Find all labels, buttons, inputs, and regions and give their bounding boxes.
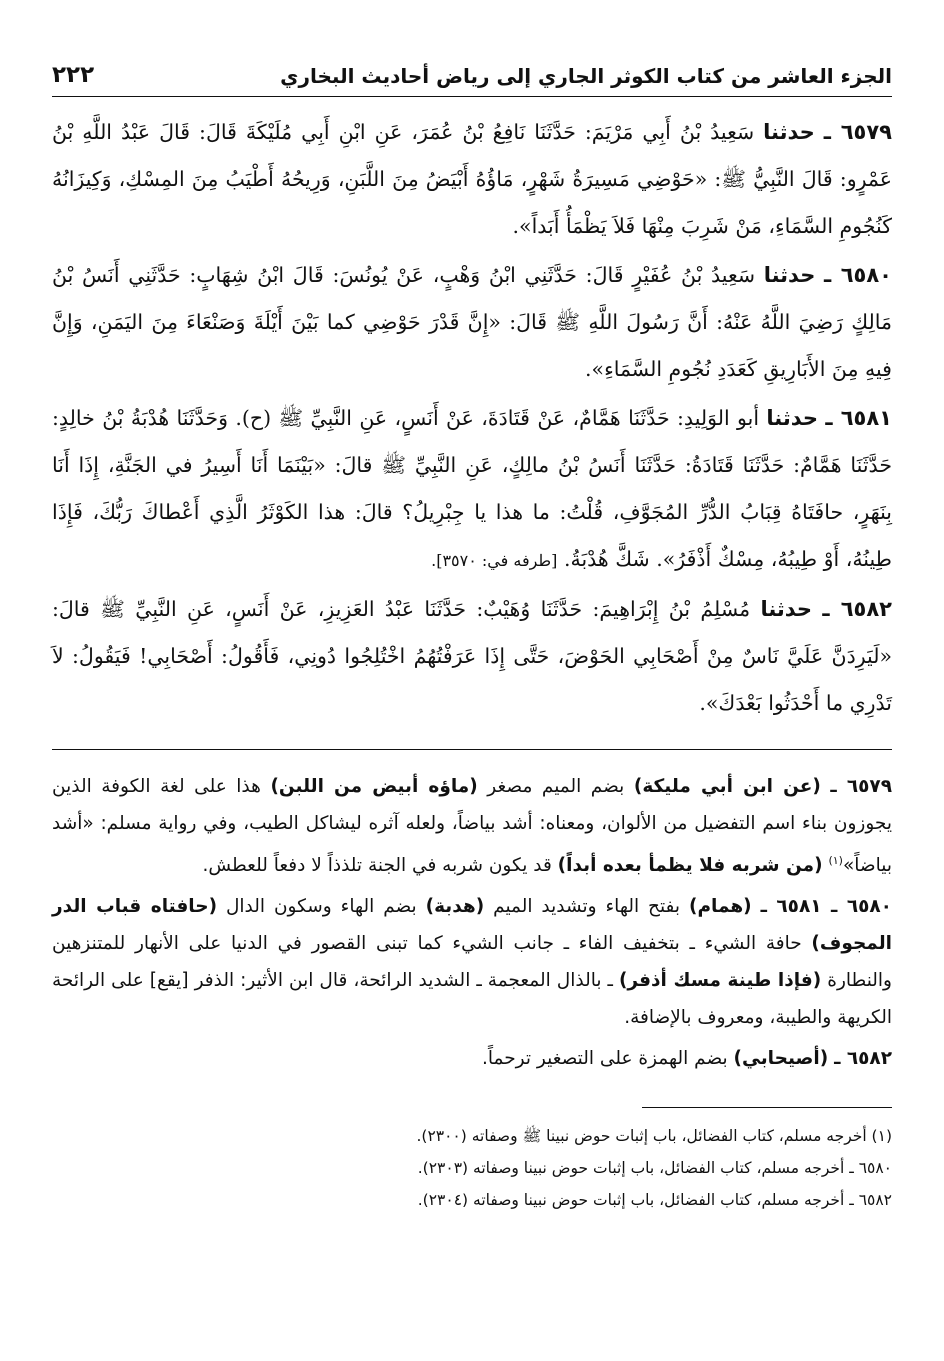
hadith-number: ٦٥٨٢ ـ (822, 597, 892, 621)
hadith-body: مُسْلِمُ بْنُ إِبْرَاهِيمَ: حَدَّثَنَا وُهَيْبٌ: حَدَّثَنَا عَبْدُ العَزِيزِ، عَنْ أَنَسٍ، عَنِ النَّبِيِّ ﷺ قالَ: «لَيَرِدَنَّ عَلَيَّ نَاسٌ مِنْ أَصْحَابِي الحَوْضَ، حَتَّى إِذَا عَرَفْتُهُمُ اخْتُلِجُوا دُونِي، فَأَقُولُ: أَصْحَابِي! فَيَقُولُ: لاَ تَدْرِي ما أَحْدَثُوا بَعْدَكَ». (52, 597, 892, 715)
running-header (52, 48, 892, 88)
running-head-title: الجزء العاشر من كتاب الكوثر الجاري إلى رياض أحاديث البخاري (280, 64, 892, 88)
footnote-rule (642, 1107, 892, 1108)
commentary-6580-6581: ٦٥٨٠ ـ ٦٥٨١ ـ (همام) بفتح الهاء وتشديد الميم (هدبة) بضم الهاء وسكون الدال (حافتاه قباب الدر المجوف) حافة الشيء ـ بتخفيف الفاء ـ جانب الشيء كما تبنى القصور في الدنيا على الأنهار للمتنزهين والنطارة (فإذا طينة مسك أذفر) ـ بالذال المعجمة ـ الشديد الرائحة، قال ابن الأثير: الذفر [يقع] على الرائحة الكريهة والطيبة، ومعروف بالإضافة. (52, 896, 892, 1029)
book-page (52, 48, 892, 1216)
commentary-section (52, 768, 892, 1077)
hadith-body: سَعِيدُ بْنُ أَبِي مَرْيَمَ: حَدَّثَنَا نَافِعُ بْنُ عُمَرَ، عَنِ ابْنِ أَبِي مُلَيْكَةَ قَالَ: قَالَ عَبْدُ اللَّهِ بْنُ عَمْرٍو: قَالَ النَّبِيُّ ﷺ: «حَوْضِي مَسِيرَةُ شَهْرٍ، مَاؤُهُ أَبْيَضُ مِنَ اللَّبَنِ، وَرِيحُهُ أَطْيَبُ مِنَ المِسْكِ، وَكِيزَانُهُ كَنُجُومِ السَّمَاءِ، مَنْ شَرِبَ مِنْهَا فَلاَ يَظْمَأُ أَبَداً». (52, 120, 892, 238)
hadith-6581 (52, 395, 892, 584)
footnote-item: ٦٥٨٠ ـ أخرجه مسلم، كتاب الفضائل، باب إثبات حوض نبينا وصفاته (٢٣٠٣). (417, 1159, 892, 1178)
footnote-item: ٦٥٨٢ ـ أخرجه مسلم، كتاب الفضائل، باب إثبات حوض نبينا وصفاته (٢٣٠٤). (417, 1191, 892, 1210)
commentary-number: ٦٥٨٠ ـ ٦٥٨١ ـ (760, 896, 892, 918)
page-number: ٢٢٢ (52, 62, 95, 88)
cross-reference: [طرفه في: ٣٥٧٠]. (431, 551, 558, 570)
hadith-body: سَعِيدُ بْنُ عُفَيْرٍ قَالَ: حَدَّثَنِي ابْنُ وَهْبٍ، عَنْ يُونُسَ: قَالَ ابْنُ شِهَابٍ: حَدَّثَنِي أَنَسُ بْنُ مَالِكٍ رَضِيَ اللَّهُ عَنْهُ: أَنَّ رَسُولَ اللَّهِ ﷺ قَالَ: «إِنَّ قَدْرَ حَوْضِي كما بَيْنَ أَيْلَةَ وَصَنْعَاءَ مِنَ اليَمَنِ، وَإِنَّ فِيهِ مِنَ الأَبَارِيقِ كَعَدَدِ نُجُومِ السَّمَاءِ». (52, 263, 892, 381)
section-divider (52, 749, 892, 750)
hadith-lead: حدثنا (766, 406, 818, 430)
header-rule (52, 96, 892, 97)
hadith-lead: حدثنا (760, 597, 813, 621)
footnotes (52, 1120, 892, 1216)
hadith-lead: حدثنا (763, 263, 816, 287)
hadith-lead: حدثنا (763, 120, 815, 144)
hadith-text-section (52, 109, 892, 727)
hadith-number: ٦٥٧٩ ـ (823, 120, 892, 144)
commentary-number: ٦٥٨٢ ـ (834, 1048, 892, 1070)
hadith-6582 (52, 586, 892, 727)
hadith-body: أبو الوَلِيدِ: حَدَّثَنَا هَمَّامٌ، عَنْ قَتَادَةَ، عَنْ أَنَسٍ، عَنِ النَّبِيِّ ﷺ (ح). وَحَدَّثَنَا هُدْبَةُ بْنُ خالِدٍ: حَدَّثَنَا هَمَّامٌ: حَدَّثَنَا قَتَادَةُ: حَدَّثَنَا أَنَسُ بْنُ مالِكٍ، عَنِ النَّبِيِّ ﷺ قالَ: «بَيْنَمَا أَنَا أَسِيرُ في الجَنَّةِ، إِذَا أَنَا بِنَهَرٍ، حافَتَاهُ قِبَابُ الدُّرِّ المُجَوَّفِ، قُلْتُ: ما هذا يا جِبْرِيلُ؟ قالَ: هذا الكَوْثَرُ الَّذِي أَعْطاكَ رَبُّكَ، فَإِذَا طِينُهُ، أَوْ طِيبُهُ، مِسْكٌ أَذْفَرُ». شَكَّ هُدْبَةُ. (52, 406, 892, 571)
footnote-item: (١) أخرجه مسلم، كتاب الفضائل، باب إثبات حوض نبينا ﷺ وصفاته (٢٣٠٠). (416, 1127, 892, 1146)
footnote-marker: (١) (828, 854, 843, 867)
commentary-6579: ٦٥٧٩ ـ (عن ابن أبي مليكة) بضم الميم مصغر (ماؤه أبيض من اللبن) هذا على لغة الكوفة الذين يجوزون بناء اسم التفضيل من الألوان، ومعناه: أشد بياضاً، ولعله آثره ليشاكل الطيب، وفي رواية مسلم: «أشد بياضاً»$^{(١)}$ (من شربه فلا يظمأ بعده أبداً) قد يكون شربه في الجنة تلذذاً لا دفعاً للعطش. (52, 776, 893, 877)
hadith-6580 (52, 252, 892, 393)
commentary-6582: ٦٥٨٢ ـ (أصيحابي) بضم الهمزة على التصغير ترحماً. (482, 1048, 892, 1070)
commentary-number: ٦٥٧٩ ـ (830, 776, 893, 797)
hadith-number: ٦٥٨١ ـ (825, 406, 892, 430)
hadith-6579 (52, 109, 892, 250)
hadith-number: ٦٥٨٠ ـ (824, 263, 892, 287)
